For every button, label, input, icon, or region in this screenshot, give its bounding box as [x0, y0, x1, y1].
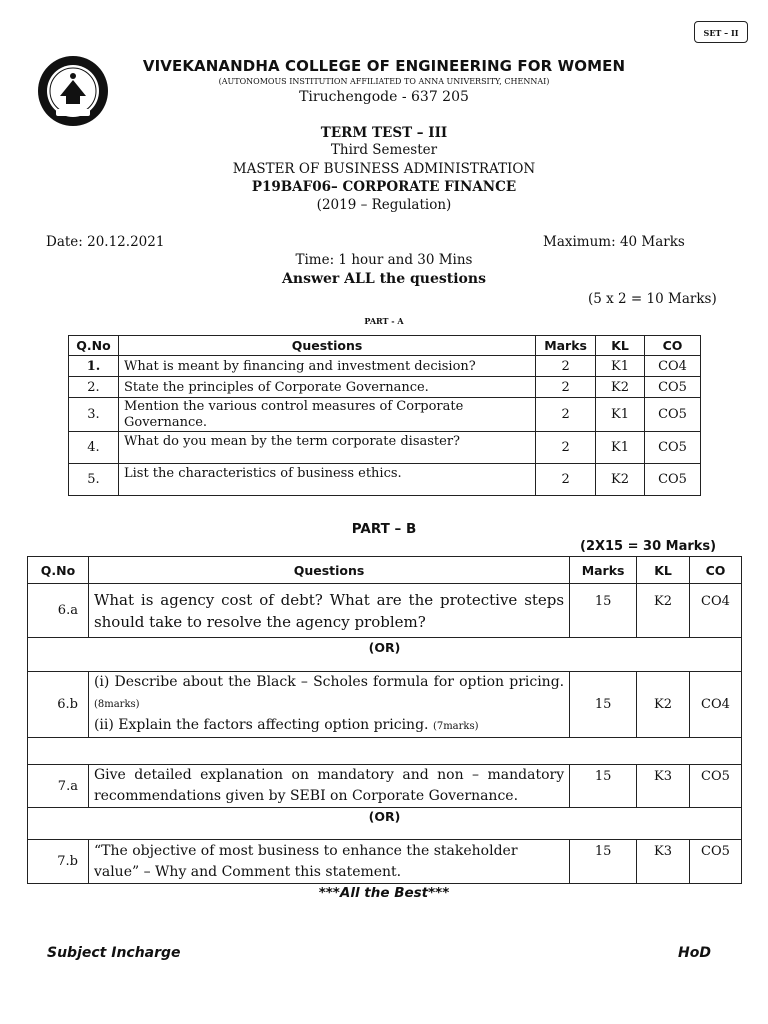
qno-cell: 5. — [69, 464, 119, 496]
part-a-title: PART - A — [364, 316, 404, 326]
course-title: P19BAF06– CORPORATE FINANCE — [251, 179, 517, 195]
qno-cell: 3. — [69, 398, 119, 432]
question-cell: List the characteristics of business ethics. — [118, 464, 535, 496]
hod-signature: HoD — [678, 945, 711, 961]
qno-cell: 4. — [69, 432, 119, 464]
kl-cell: K2 — [596, 464, 645, 496]
header-questions: Questions — [88, 557, 569, 584]
question-cell: “The objective of most business to enhance the stakeholder value” – Why and Comment this statement. — [88, 840, 569, 884]
part-b-marks-summary: (2X15 = 30 Marks) — [580, 539, 717, 554]
header-qno: Q.No — [69, 336, 119, 356]
marks-cell: 2 — [536, 398, 596, 432]
marks-cell: 2 — [536, 432, 596, 464]
header-marks: Marks — [570, 557, 637, 584]
question-cell: State the principles of Corporate Governance. — [118, 377, 535, 398]
table-row — [69, 377, 701, 398]
or-label: (OR) — [28, 808, 742, 840]
header-kl: KL — [637, 557, 690, 584]
table-row — [28, 765, 742, 808]
sub-question-ii: (ii) Explain the factors affecting option pricing. — [93, 717, 429, 733]
regulation: (2019 – Regulation) — [316, 197, 452, 213]
blank-row — [28, 738, 742, 765]
part-a-marks-summary: (5 x 2 = 10 Marks) — [588, 291, 717, 307]
question-cell: Give detailed explanation on mandatory and non – mandatory recommendations given by SEBI on Corporate Governance. — [88, 765, 569, 808]
marks-cell: 15 — [570, 584, 637, 638]
sub-question-ii-marks: (7marks) — [432, 721, 479, 732]
kl-cell: K2 — [596, 377, 645, 398]
maximum-marks: Maximum: 40 Marks — [543, 234, 685, 250]
table-header-row — [28, 557, 742, 584]
marks-cell: 2 — [536, 377, 596, 398]
question-cell: What is agency cost of debt? What are the protective steps should take to resolve the agency problem? — [88, 584, 569, 638]
co-cell: CO4 — [645, 356, 701, 377]
kl-cell: K1 — [596, 398, 645, 432]
qno-cell: 7.b — [28, 840, 89, 884]
co-cell: CO5 — [645, 464, 701, 496]
co-cell: CO5 — [645, 398, 701, 432]
table-row — [69, 356, 701, 377]
question-cell: What is meant by financing and investment decision? — [118, 356, 535, 377]
header-marks: Marks — [536, 336, 596, 356]
kl-cell: K1 — [596, 356, 645, 377]
term-test-title: TERM TEST – III — [320, 125, 448, 141]
kl-cell: K3 — [637, 840, 690, 884]
header-co: CO — [690, 557, 742, 584]
co-cell: CO5 — [645, 377, 701, 398]
header-qno: Q.No — [28, 557, 89, 584]
sub-question-i: (i) Describe about the Black – Scholes formula for option pricing. — [93, 674, 565, 690]
or-label: (OR) — [28, 638, 742, 672]
table-row — [69, 464, 701, 496]
table-header-row — [69, 336, 701, 356]
qno-cell: 6.b — [28, 672, 89, 738]
table-row — [69, 432, 701, 464]
all-the-best: ***All the Best*** — [318, 885, 450, 901]
qno-cell: 6.a — [28, 584, 89, 638]
kl-cell: K3 — [637, 765, 690, 808]
blank-cell — [28, 738, 742, 765]
semester: Third Semester — [330, 142, 438, 158]
co-cell: CO5 — [690, 840, 742, 884]
answer-all-instruction: Answer ALL the questions — [282, 271, 486, 287]
table-row — [28, 584, 742, 638]
co-cell: CO4 — [690, 584, 742, 638]
marks-cell: 2 — [536, 464, 596, 496]
co-cell: CO5 — [645, 432, 701, 464]
part-b-table — [27, 556, 742, 884]
header-questions: Questions — [118, 336, 535, 356]
marks-cell: 15 — [570, 840, 637, 884]
table-row — [28, 840, 742, 884]
autonomous-line: (AUTONOMOUS INSTITUTION AFFILIATED TO ANNA UNIVERSITY, CHENNAI) — [218, 77, 550, 86]
question-cell — [88, 672, 569, 738]
kl-cell: K2 — [637, 584, 690, 638]
set-label: SET – II — [694, 21, 748, 43]
co-cell: CO5 — [690, 765, 742, 808]
question-cell: Mention the various control measures of Corporate Governance. — [118, 398, 535, 432]
marks-cell: 15 — [570, 765, 637, 808]
kl-cell: K2 — [637, 672, 690, 738]
question-cell: What do you mean by the term corporate disaster? — [118, 432, 535, 464]
qno-cell: 1. — [69, 356, 119, 377]
programme: MASTER OF BUSINESS ADMINISTRATION — [232, 161, 536, 177]
or-row — [28, 638, 742, 672]
co-cell: CO4 — [690, 672, 742, 738]
kl-cell: K1 — [596, 432, 645, 464]
sub-question-i-marks: (8marks) — [93, 699, 140, 710]
exam-time: Time: 1 hour and 30 Mins — [295, 252, 473, 268]
college-place: Tiruchengode - 637 205 — [299, 89, 469, 105]
college-name: VIVEKANANDHA COLLEGE OF ENGINEERING FOR WOMEN — [142, 57, 626, 75]
or-row — [28, 808, 742, 840]
table-row — [28, 672, 742, 738]
marks-cell: 15 — [570, 672, 637, 738]
qno-cell: 2. — [69, 377, 119, 398]
marks-cell: 2 — [536, 356, 596, 377]
header-kl: KL — [596, 336, 645, 356]
qno-cell: 7.a — [28, 765, 89, 808]
exam-date: Date: 20.12.2021 — [46, 234, 165, 250]
table-row — [69, 398, 701, 432]
subject-incharge-signature: Subject Incharge — [47, 945, 181, 961]
part-b-title: PART – B — [351, 521, 417, 537]
part-a-table — [68, 335, 701, 496]
header-co: CO — [645, 336, 701, 356]
